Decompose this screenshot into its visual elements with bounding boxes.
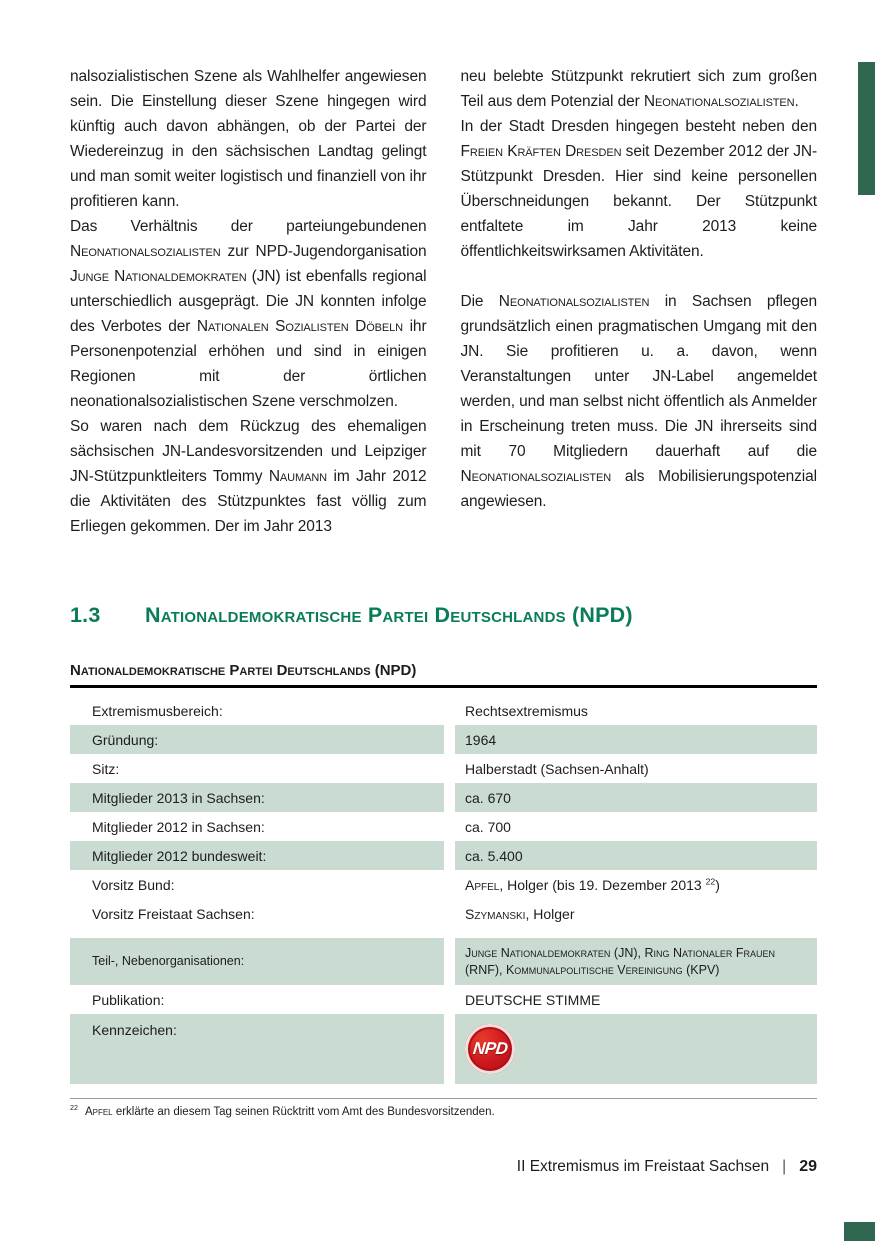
- row-value: ca. 700: [465, 818, 511, 835]
- paragraph: In der Stadt Dresden hingegen besteht neben den Freien Kräften Dresden seit Dezember 2012 der JN-Stützpunkt Dresden. Hier sind keine personellen Überschneidungen bekannt. Der Stützpunkt entfaltete im Jahr 2013 keine öffentlichkeitswirksamen Aktivitäten.: [460, 118, 818, 260]
- row-label: Mitglieder 2013 in Sachsen:: [70, 783, 444, 812]
- paragraph: So waren nach dem Rückzug des ehemaligen sächsischen JN-Landesvorsitzenden und Leipziger JN-Stützpunktleiters Tommy Naumann im Jahr 2012 die Aktivitäten des Stützpunktes fast völlig zum Erliegen gekommen. Der im Jahr 2013: [70, 418, 427, 535]
- table-row: [70, 812, 817, 841]
- footnote: [70, 1098, 817, 1118]
- paragraph: Das Verhältnis der parteiungebundenen Neonationalsozialisten zur NPD-Jugendorganisation Junge Nationaldemokraten (JN) ist ebenfalls regional unterschiedlich ausgeprägt. Die JN konnten infolge des Verbotes der Nationalen Sozialisten Döbeln ihr Personenpotenzial erhöhen und sind in einigen Regionen mit der örtlichen neonationalsozialistischen Szene verschmolzen.: [70, 218, 427, 410]
- table-row: [70, 870, 817, 899]
- row-value: Rechtsextremismus: [465, 702, 588, 719]
- paragraph: Die Neonationalsozialisten in Sachsen pflegen grundsätzlich einen pragmatischen Umgang mit den JN. Sie profitieren u. a. davon, wenn Veranstaltungen unter JN-Label angemeldet werden, und man selbst nicht öffentlich als Anmelder in Erscheinung treten muss. Die JN ihrerseits sind mit 70 Mitgliedern dauerhaft auf die Neonationalsozialisten als Mobilisierungspotenzial angewiesen.: [460, 293, 817, 510]
- footer-corner-block: [844, 1222, 875, 1241]
- row-value: ca. 5.400: [455, 841, 817, 870]
- npd-info-table: [70, 662, 817, 1084]
- row-label: Mitglieder 2012 in Sachsen:: [92, 818, 265, 835]
- section-heading: [70, 603, 817, 628]
- table-row: [70, 696, 817, 725]
- section-title: Nationaldemokratische Partei Deutschlands (NPD): [145, 603, 633, 627]
- body-text: [70, 64, 817, 539]
- row-label: Vorsitz Freistaat Sachsen:: [92, 905, 255, 922]
- row-label: Sitz:: [92, 760, 120, 777]
- paragraph: neu belebte Stützpunkt rekrutiert sich zum großen Teil aus dem Potenzial der Neonationalsozialisten.: [460, 68, 817, 110]
- table-row: [70, 938, 817, 985]
- table-row: [70, 1014, 817, 1084]
- table-title: Nationaldemokratische Partei Deutschlands (NPD): [70, 662, 817, 688]
- row-label: Kennzeichen:: [70, 1014, 444, 1084]
- table-row: [70, 783, 817, 812]
- row-label: Teil-, Nebenorganisationen:: [70, 938, 444, 985]
- row-value: DEUTSCHE STIMME: [465, 991, 601, 1008]
- row-label: Publikation:: [92, 991, 165, 1008]
- row-value: [455, 1014, 817, 1084]
- row-label: Mitglieder 2012 bundesweit:: [70, 841, 444, 870]
- table-row: [70, 841, 817, 870]
- paragraph: nalsozialistischen Szene als Wahlhelfer angewiesen sein. Die Einstellung dieser Szene hingegen wird künftig auch davon abhängen, ob der Partei der Wiedereinzug in den sächsischen Landtag gelingt und man somit weiter logistisch und finanziell von ihr profitieren kann.: [70, 68, 427, 210]
- left-column: [70, 64, 427, 539]
- table-row: [70, 725, 817, 754]
- row-label: Vorsitz Bund:: [92, 876, 175, 893]
- footnote-text: $^{22}$ Apfel erklärte an diesem Tag seinen Rücktritt vom Amt des Bundesvorsitzenden.: [70, 1104, 495, 1118]
- row-label: Gründung:: [70, 725, 444, 754]
- table-row: [70, 985, 817, 1014]
- section-number: 1.3: [70, 603, 101, 627]
- page-number: 29: [799, 1158, 817, 1175]
- footer-separator: |: [782, 1158, 787, 1175]
- npd-logo-text: NPD: [471, 1039, 509, 1058]
- right-column: [461, 64, 818, 539]
- chapter-edge-tab: [858, 62, 875, 195]
- row-value: 1964: [455, 725, 817, 754]
- row-value: Szymanski, Holger: [465, 905, 575, 922]
- row-value: Apfel, Holger (bis 19. Dezember 2013 $^{22}$): [465, 875, 720, 893]
- page-footer: [517, 1158, 817, 1176]
- row-value: Junge Nationaldemokraten (JN), Ring Nationaler Frauen (RNF), Kommunalpolitische Vereinigung (KPV): [455, 938, 817, 985]
- row-value: ca. 670: [455, 783, 817, 812]
- footer-chapter-title: II Extremismus im Freistaat Sachsen: [516, 1158, 770, 1175]
- table-row: [70, 754, 817, 783]
- table-row: [70, 899, 817, 928]
- row-label: Extremismusbereich:: [92, 702, 223, 719]
- row-value: Halberstadt (Sachsen-Anhalt): [465, 760, 649, 777]
- npd-logo: [465, 1024, 515, 1074]
